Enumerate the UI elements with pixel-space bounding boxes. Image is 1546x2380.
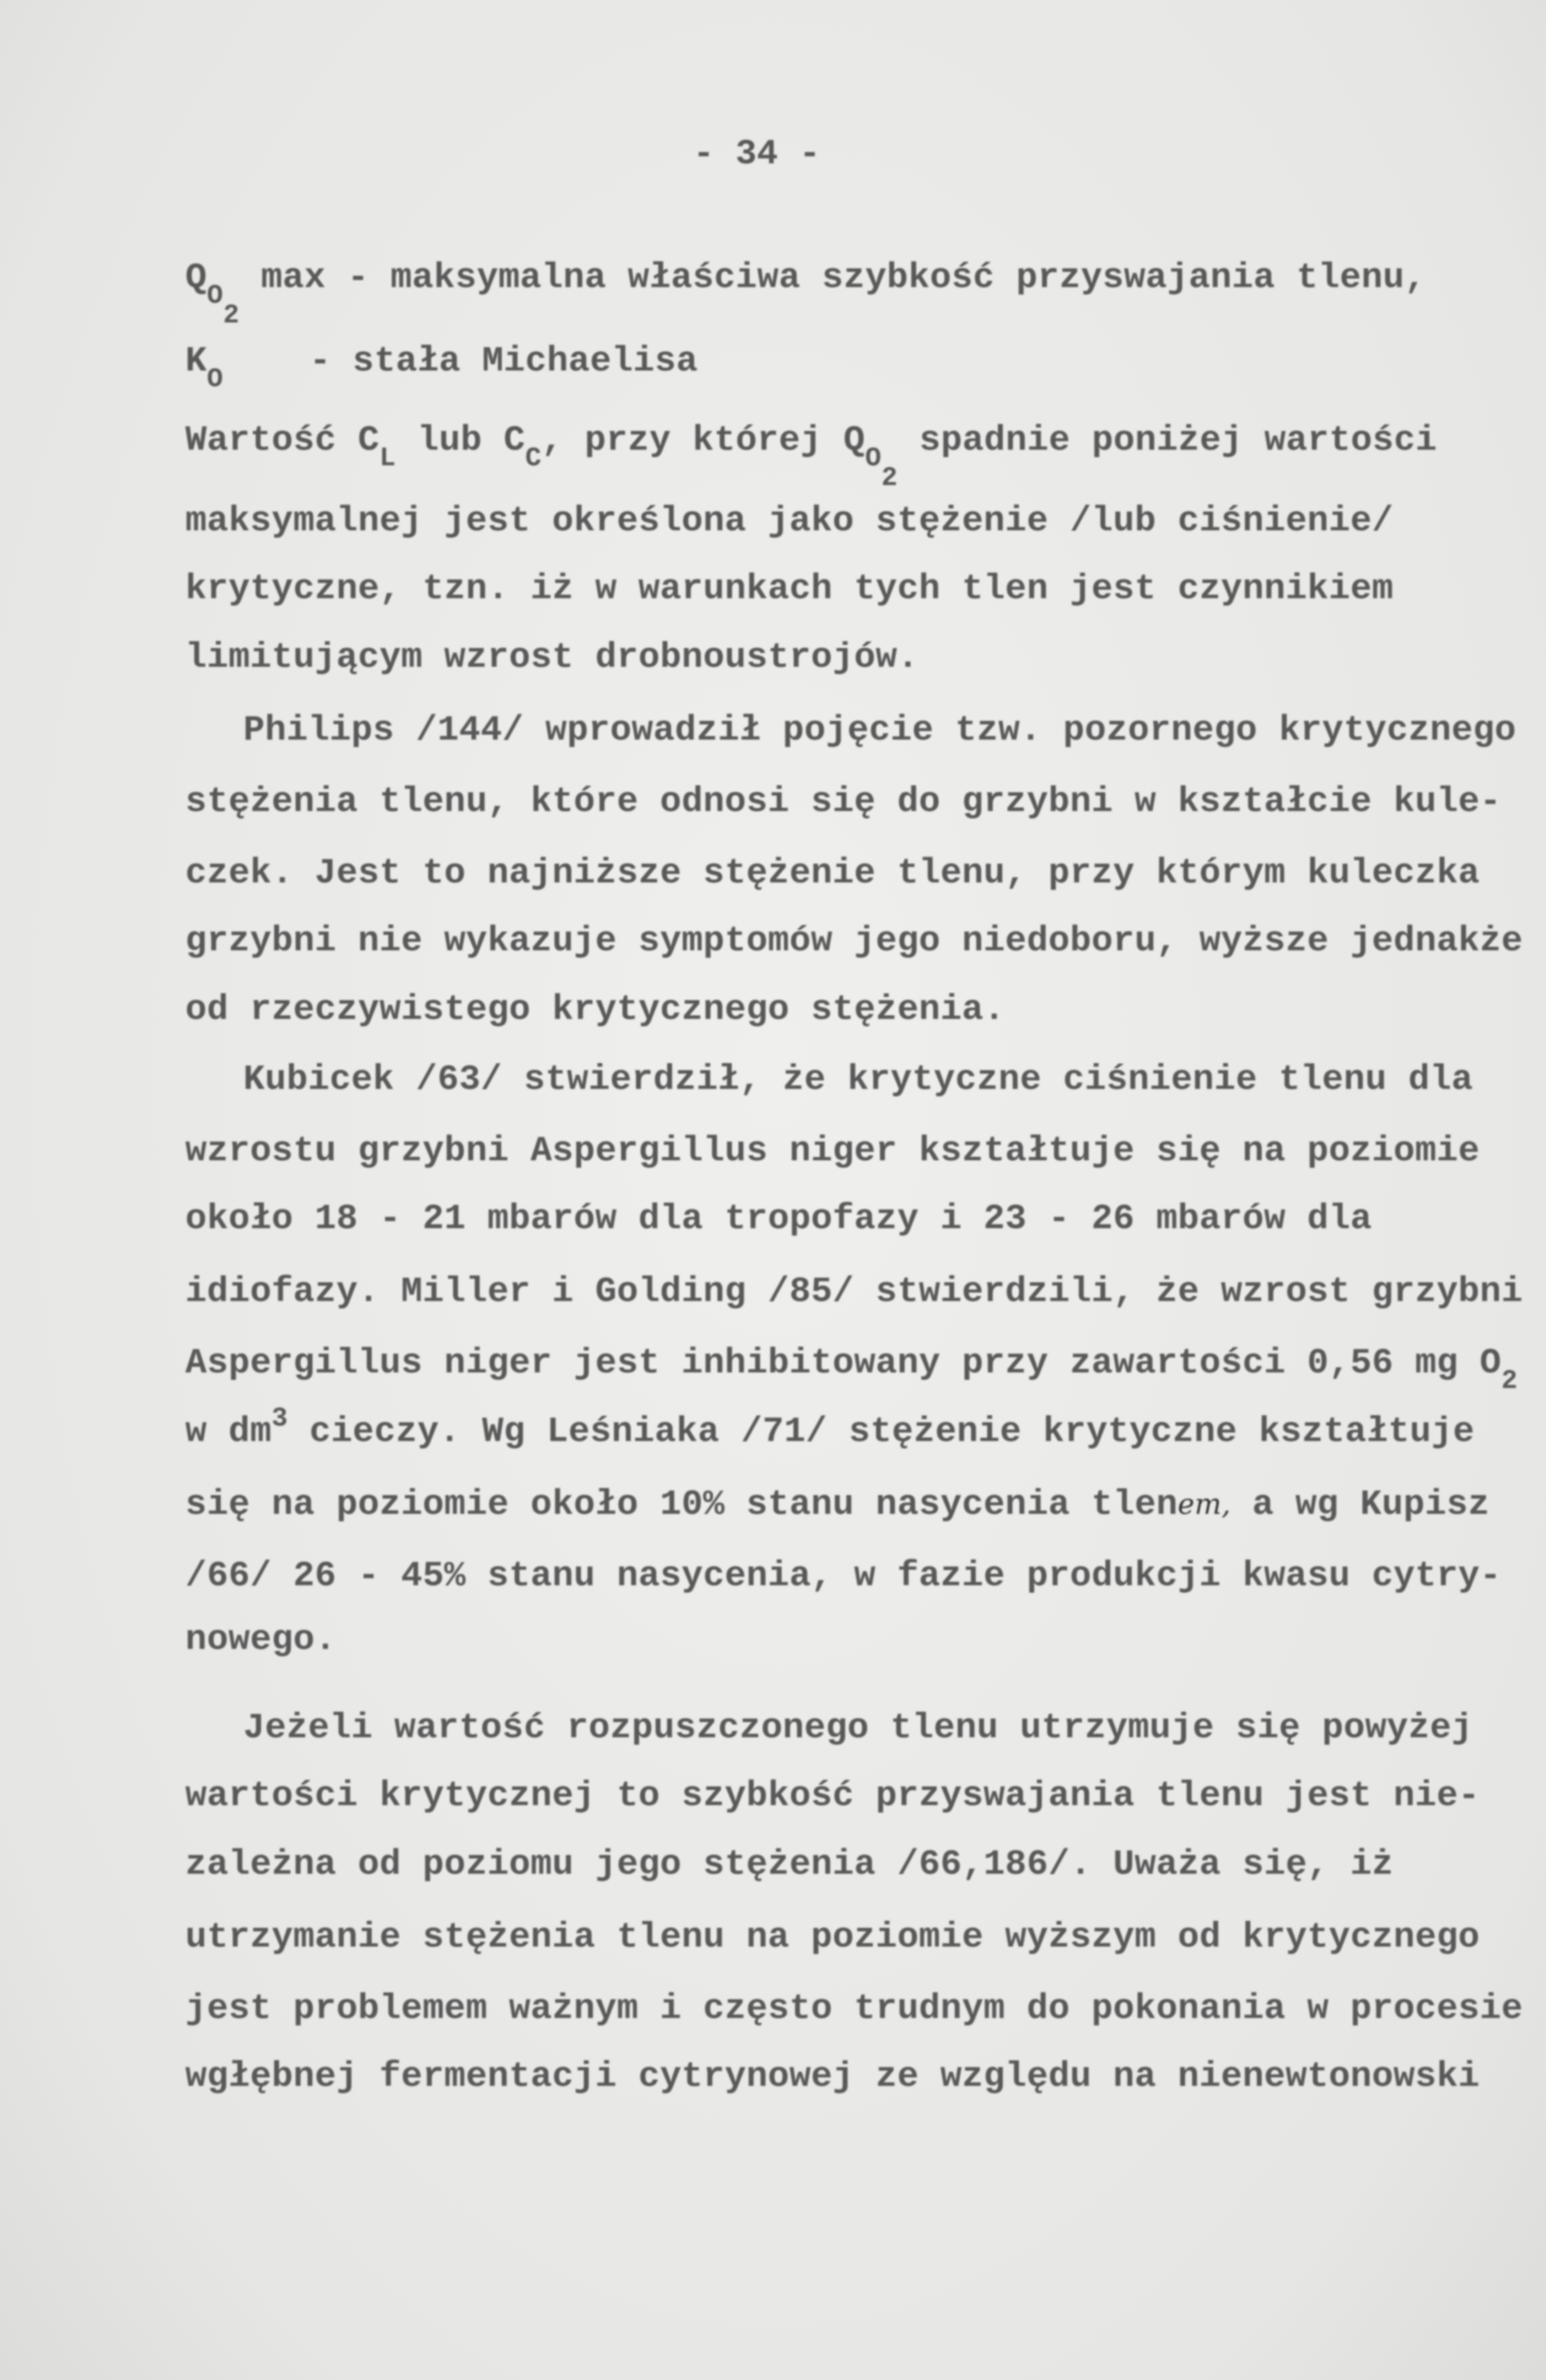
- text-line: [185, 1199, 1372, 1239]
- sub-text: O: [865, 443, 882, 474]
- sub-text: 2: [1501, 1366, 1518, 1396]
- text-line: [185, 1131, 1480, 1172]
- text-line: [185, 2057, 1480, 2097]
- sub-text: L: [379, 443, 396, 474]
- text-line: [185, 1845, 1393, 1885]
- line-text: maksymalnej jest określona jako stężenie /lub ciśnienie/: [185, 501, 1394, 542]
- text-line: [185, 569, 1393, 609]
- line-text: wzrostu grzybni Aspergillus niger kształtuje się na poziomie: [185, 1131, 1480, 1172]
- page-number: - 34 -: [693, 134, 821, 175]
- line-text: limitującym wzrost drobnoustrojów.: [185, 638, 919, 678]
- text-line: [185, 1485, 1489, 1525]
- line-text: utrzymanie stężenia tlenu na poziomie wyższym od krytycznego: [185, 1918, 1480, 1958]
- line-text: Wartość C: [185, 421, 380, 461]
- text-line: [185, 921, 1523, 962]
- line-text: nowego.: [185, 1620, 337, 1660]
- line-text: zależna od poziomu jego stężenia /66,186/. Uważa się, iż: [185, 1845, 1394, 1885]
- text-line: [243, 1708, 1473, 1749]
- line-text: Q: [185, 258, 207, 298]
- text-line: [185, 990, 1005, 1030]
- line-text: Aspergillus niger jest inhibitowany przy zawartości 0,56 mg O: [185, 1343, 1501, 1384]
- line-text: , przy której Q: [541, 421, 866, 461]
- line-text: spadnie poniżej wartości: [897, 421, 1437, 461]
- text-line: [185, 782, 1501, 822]
- text-line: [185, 1989, 1523, 2029]
- line-text: stężenia tlenu, które odnosi się do grzybni w kształcie kule-: [185, 782, 1501, 822]
- sub-text: O: [207, 364, 223, 395]
- line-text: Philips /144/ wprowadził pojęcie tzw. pozornego krytycznego: [243, 711, 1516, 751]
- text-line: [185, 1343, 1518, 1396]
- sub-text: O: [207, 281, 223, 311]
- text-line: [185, 1556, 1501, 1597]
- line-text: Kubicek /63/ stwierdził, że krytyczne ciśnienie tlenu dla: [243, 1060, 1473, 1100]
- sub-text: C: [525, 443, 542, 474]
- sub2-text: 2: [223, 301, 240, 331]
- line-text: wartości krytycznej to szybkość przyswajania tlenu jest nie-: [185, 1776, 1480, 1816]
- line-text: wgłębnej fermentacji cytrynowej ze względu na nienewtonowski: [185, 2057, 1480, 2097]
- sup-text: 3: [272, 1404, 289, 1434]
- sub2-text: 2: [881, 463, 898, 494]
- text-line: [185, 1620, 337, 1660]
- text-line: [185, 258, 1426, 331]
- text-line: [185, 501, 1393, 542]
- line-text: - stała Michaelisa: [223, 342, 698, 382]
- text-line: [185, 1918, 1480, 1958]
- line-text: K: [185, 342, 207, 382]
- text-line: [185, 1272, 1523, 1312]
- line-text: /66/ 26 - 45% stanu nasycenia, w fazie produkcji kwasu cytry-: [185, 1556, 1501, 1597]
- text-line: [185, 638, 919, 678]
- line-text: idiofazy. Miller i Golding /85/ stwierdzili, że wzrost grzybni: [185, 1272, 1523, 1312]
- line-text: krytyczne, tzn. iż w warunkach tych tlen jest czynnikiem: [185, 569, 1394, 609]
- line-text: od rzeczywistego krytycznego stężenia.: [185, 990, 1006, 1030]
- line-text: max - maksymalna właściwa szybkość przyswajania tlenu,: [239, 258, 1426, 298]
- text-line: [243, 711, 1516, 751]
- line-text: około 18 - 21 mbarów dla tropofazy i 23 - 26 mbarów dla: [185, 1199, 1372, 1239]
- line-text: cieczy. Wg Leśniaka /71/ stężenie krytyczne kształtuje: [288, 1412, 1475, 1452]
- line-text: się na poziomie około 10% stanu nasycenia tlen: [185, 1485, 1178, 1525]
- text-line: [243, 1060, 1473, 1100]
- line-text: czek. Jest to najniższe stężenie tlenu, przy którym kuleczka: [185, 853, 1480, 894]
- text-line: [185, 421, 1437, 494]
- text-line: [185, 1776, 1480, 1816]
- line-text: jest problemem ważnym i często trudnym do pokonania w procesie: [185, 1989, 1523, 2029]
- text-line: [185, 853, 1480, 894]
- line-text: a wg Kupisz: [1231, 1485, 1490, 1525]
- text-line: [185, 342, 698, 395]
- handwritten-correction: em,: [1178, 1488, 1231, 1521]
- text-line: [185, 1404, 1475, 1452]
- line-text: w dm: [185, 1412, 272, 1452]
- line-text: Jeżeli wartość rozpuszczonego tlenu utrzymuje się powyżej: [243, 1708, 1473, 1749]
- line-text: lub C: [395, 421, 525, 461]
- line-text: grzybni nie wykazuje symptomów jego niedoboru, wyższe jednakże: [185, 921, 1523, 962]
